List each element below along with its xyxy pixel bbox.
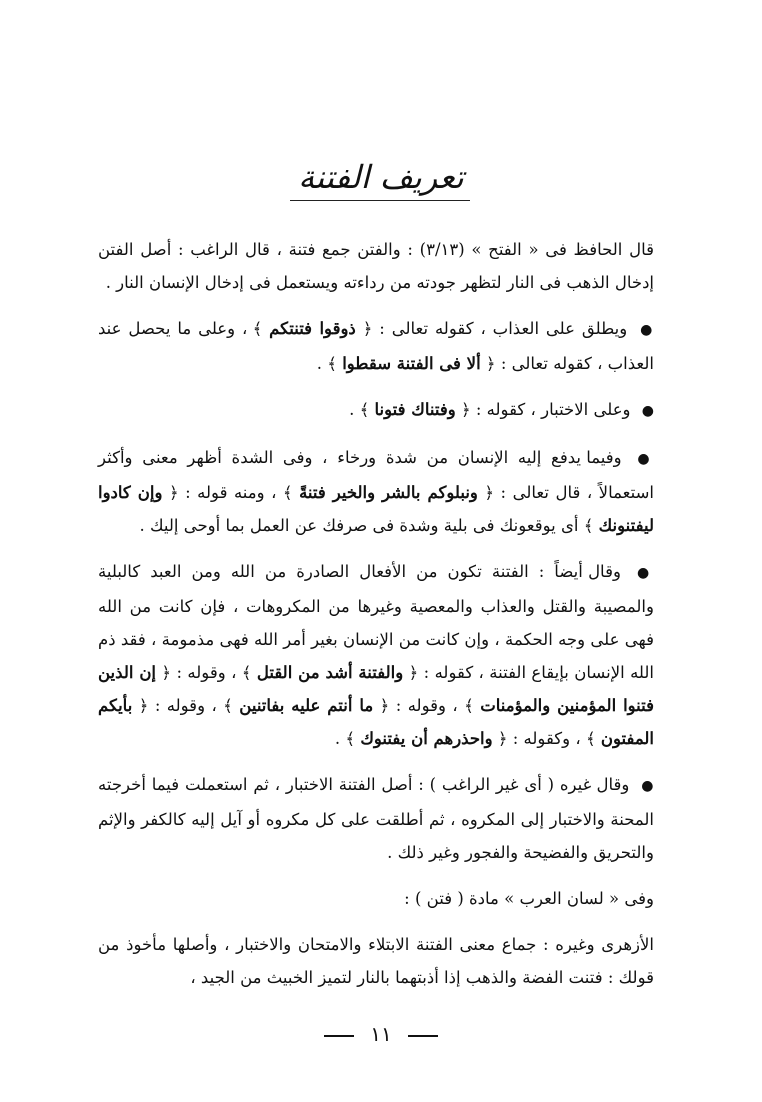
bullet-icon: ● [637,451,654,467]
paragraph-3 [98,393,654,428]
quran-quote: وفتناك فتونا [374,400,456,419]
paragraph-5 [98,555,654,755]
quran-quote: بأيكم المفتون [98,696,654,748]
paragraph-4 [98,441,654,542]
quran-quote: واحذرهم أن يفتنوك [360,729,493,748]
quran-quote: ونبلوكم بالشر والخير فتنةً [299,483,478,502]
paragraph-6 [98,768,654,869]
paragraph-3-text-b: ﴾ . [349,400,370,419]
dash-left [324,1035,354,1037]
paragraph-5-text-e: ﴾ ، وكقوله : ﴿ [497,729,596,748]
bullet-icon: ● [641,403,654,419]
paragraph-7: وفى « لسان العرب » مادة ( فتن ) : [404,889,654,908]
paragraph-5-text-c: ﴾ ، وقوله : ﴿ [379,696,474,715]
quran-quote: ذوقوا فتنتكم [269,319,356,338]
bullet-icon: ● [640,322,654,338]
paragraph-5-text-f: ﴾ . [334,729,356,748]
bullet-icon: ● [637,565,655,581]
page-number-footer [0,1022,762,1046]
paragraph-6-text: وقال غيره ( أى غير الراغب ) : أصل الفتنة الاختبار ، ثم استعملت فيما أخرجته المحنة والاختبار إلى المكروه ، ثم أطلقت على كل مكروه أو آيل إليه كالكفر والإثم والتحريق والفضيحة والفجور وغير ذلك . [98,775,654,862]
page-body [98,233,654,1007]
paragraph-4-text-b: ﴾ ، ومنه قوله : ﴿ [168,483,293,502]
paragraph-4-text-a: وفيما يدفع إليه الإنسان من شدة ورخاء ، وفى الشدة أظهر معنى وأكثر استعمالاً ، قال تعالى : ﴿ [98,448,654,502]
quran-quote: والفتنة أشد من القتل [256,663,404,682]
quran-quote: ما أنتم عليه بفاتنين [239,696,374,715]
paragraph-8: الأزهرى وغيره : جماع معنى الفتنة الابتلاء والامتحان والاختبار ، وأصلها مأخوذ من قولك : فتنت الفضة والذهب إذا أذبتهما بالنار لتميز الخبيث من الجيد ، [98,935,654,987]
paragraph-2-text-a: ويطلق على العذاب ، كقوله تعالى : ﴿ [362,319,628,338]
paragraph-5-text-d: ﴾ ، وقوله : ﴿ [138,696,233,715]
dash-right [408,1035,438,1037]
paragraph-2 [98,312,654,380]
quran-quote: ألا فى الفتنة سقطوا [342,354,481,373]
paragraph-2-text-b: ﴾ ، وعلى ما يحصل عند العذاب ، كقوله تعالى : ﴿ [98,319,654,373]
paragraph-1: قال الحافظ فى « الفتح » (٣/١٣) : والفتن جمع فتنة ، قال الراغب : أصل الفتن إدخال الذهب فى النار لتظهر جودته من رداءته ويستعمل فى إدخال الإنسان النار . [98,240,654,292]
paragraph-4-text-c: ﴾ أى يوقعونك فى بلية وشدة فى صرفك عن العمل بما أوحى إليك . [139,516,594,535]
quran-quote: إن الذين فتنوا المؤمنين والمؤمنات [98,663,655,715]
paragraph-3-text-a: وعلى الاختبار ، كقوله : ﴿ [460,400,631,419]
quran-quote: وإن كادوا ليفتنونك [98,483,654,535]
bullet-icon: ● [641,778,654,794]
page-number: ١١ [370,1022,392,1046]
paragraph-5-text-b: ﴾ ، وقوله : ﴿ [161,663,252,682]
title-underline [290,200,470,201]
paragraph-2-text-c: ﴾ . [316,354,337,373]
paragraph-5-text-a: وقال أيضاً : الفتنة تكون من الأفعال الصادرة من الله ومن العبد كالبلية والمصيبة والقتل والعذاب والمعصية وغيرها من المكروهات ، فإن كانت من الله فهى على وجه الحكمة ، وإن كانت من الإنسان بغير أمر الله فهى مذمومة ، فقد ذم الله الإنسان بإيقاع الفتنة ، كقوله : ﴿ [98,562,655,682]
chapter-title: تعريف الفتنة [298,158,464,196]
